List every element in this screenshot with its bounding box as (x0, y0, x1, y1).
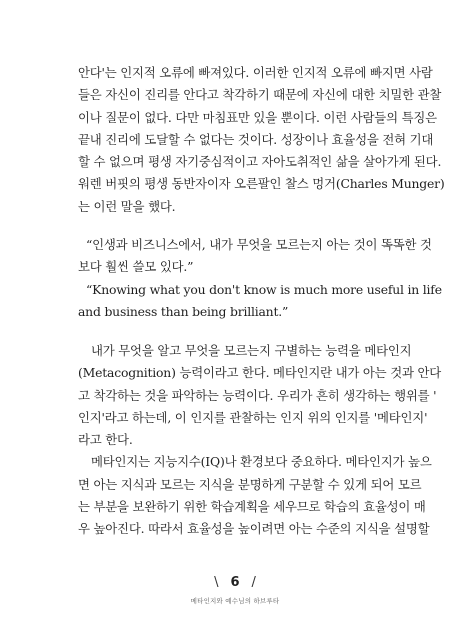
text-line: 는 부분을 보완하기 위한 학습계획을 세우므로 학습의 효율성이 매 (78, 499, 426, 515)
text-line: 내가 무엇을 알고 무엇을 모르는지 구별하는 능력을 메타인지 (91, 343, 412, 358)
text-line: (Metacognition) 능력이라고 한다. 메타인지란 내가 아는 것과 안다 (78, 365, 442, 381)
text-line: 메타인지는 지능지수(IQ)나 환경보다 중요하다. 메타인지가 높으 (91, 454, 432, 470)
text-line: 이나 질문이 없다. 다만 마침표만 있을 뿐이다. 이런 사람들의 특징은 (78, 109, 437, 125)
text-line: 안다'는 인지적 오류에 빠져있다. 이러한 인지적 오류에 빠지면 사람 (78, 65, 433, 80)
paragraph-metacognition (78, 340, 442, 541)
text-line: 끝내 진리에 도달할 수 없다는 것이다. 성장이나 효율성을 전혀 기대 (78, 131, 434, 147)
text-line: 들은 자신이 진리를 안다고 착각하기 때문에 자신에 대한 치밀한 관찰 (78, 87, 442, 103)
text-line: 워렌 버핏의 평생 동반자이자 오른팔인 찰스 멍거(Charles Munger) (78, 176, 445, 192)
quote-block (78, 234, 442, 323)
page-number: 6 (230, 574, 240, 590)
text-line: 는 이런 말을 했다. (78, 198, 176, 214)
quote-english-line: “Knowing what you don't know is much more useful in life (86, 281, 442, 297)
slash-right-decoration: / (251, 574, 256, 590)
text-line: 면 아는 지식과 모르는 지식을 분명하게 구분할 수 있게 되어 모르 (78, 476, 422, 492)
running-footer-title: 메타인지와 예수님의 하브루타 (190, 597, 280, 605)
paragraph-intro (78, 62, 445, 218)
quote-korean-line: 보다 훨씬 쓸모 있다.” (78, 259, 194, 275)
text-line: 인지'라고 하는데, 이 인지를 관찰하는 인지 위의 인지를 '메타인지' (78, 409, 428, 425)
quote-korean-line: “인생과 비즈니스에서, 내가 무엇을 모르는지 아는 것이 똑똑한 것 (86, 237, 432, 252)
text-line: 우 높아진다. 따라서 효율성을 높이려면 아는 수준의 지식을 설명할 (78, 521, 430, 537)
text-line: 고 착각하는 것을 파악하는 능력이다. 우리가 흔히 생각하는 행위를 ' (78, 387, 437, 403)
text-line: 할 수 없으며 평생 자기중심적이고 자아도취적인 삶을 살아가게 된다. (78, 154, 442, 170)
page-number-row (0, 573, 470, 591)
slash-left-decoration: \ (214, 574, 219, 590)
quote-english-line: and business than being brilliant.” (78, 303, 289, 319)
text-line: 라고 한다. (78, 432, 133, 448)
